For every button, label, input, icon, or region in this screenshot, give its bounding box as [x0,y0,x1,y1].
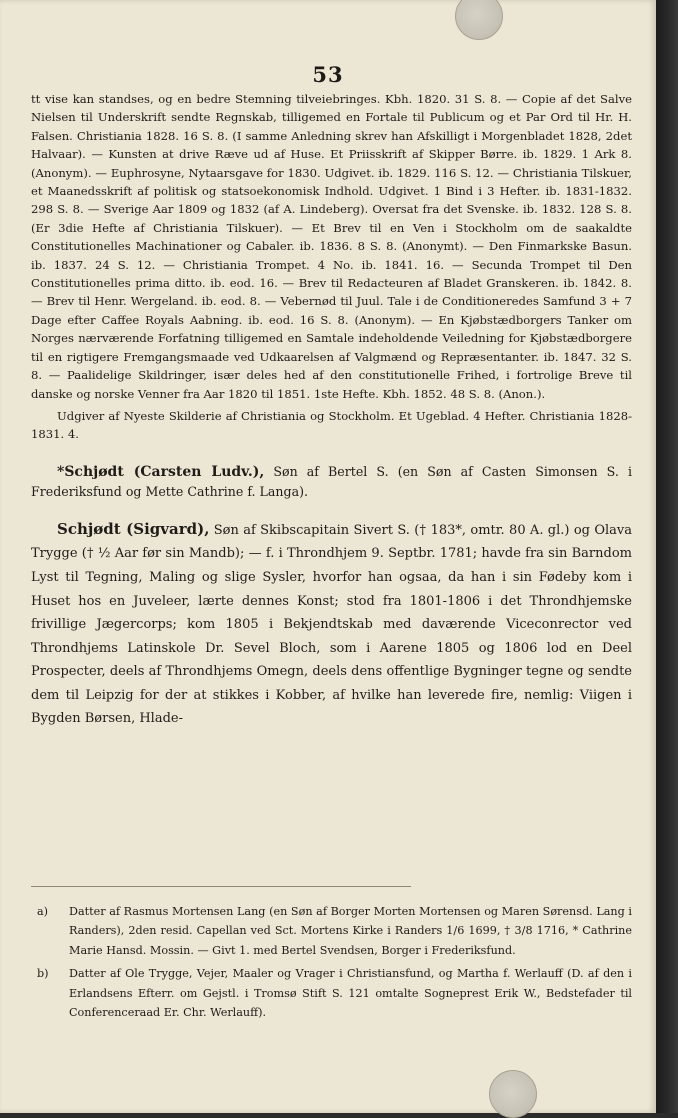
footnote-mark: b) [37,967,49,981]
entry-heading: Schjødt (Sigvard), [57,519,210,538]
footnote [31,902,632,960]
page-number: 53 [312,62,344,87]
footnote-mark: a) [37,905,49,918]
page-content [31,90,632,731]
punch-hole [455,0,503,40]
footnote-text: Datter af Rasmus Mortensen Lang (en Søn af Borger Morten Mortensen og Maren Sørensd. Lang i Randers), 2den resid. Capellan ved Sct. Mortens Kirke i Randers 1/6 1699, † 3/8 1716, * Cathrine Marie Hansd. Mossin. — Givt 1. med Bertel Svendsen, Borger i Frederiksfund. [69,905,632,957]
binding-edge [656,0,678,1113]
entry-text: Søn af Skibscapitain Sivert S. († 183*, omtr. 80 A. gl.) og Olava Trygge († ½ Aar før sin Mandb); — f. i Throndhjem 9. Septbr. 1781; havde fra sin Barndom Lyst til Tegning, Maling og slige Sysler, hvorfor han ogsaa, da han i sin Fødeby kom i Huset hos en Juveleer, lærte dennes Konst; stod fra 1801-1806 i det Throndhjemske frivillige Jægercorps; kom 1805 i Bekjendtskab med daværende Viceconrector ved Throndhjems Latinskole Dr. Sevel Bloch, som i Aarene 1805 og 1806 lod en Deel Prospecter, deels af Throndhjems Omegn, deels dens offentlige Bygninger tegne og sendte dem til Leipzig for der at stikkes i Kobber, af hvilke han leverede fire, nemlig: Viigen i Bygden Børsen, Hlade- [31,522,632,727]
editor-paragraph: Udgiver af Nyeste Skilderie af Christiania og Stockholm. Et Ugeblad. 4 Hefter. Christiania 1828-1831. 4. [31,408,632,442]
entry-sigvard [31,518,632,731]
entry-carsten [31,462,632,502]
bibliography-paragraph: tt vise kan standses, og en bedre Stemning tilveiebringes. Kbh. 1820. 31 S. 8. — Copie af det Salve Nielsen til Underskrift sendte Regnskab, tilligemed en Fortale til Publicum og et Par Ord til Hr. H. Falsen. Christiania 1828. 16 S. 8. (I samme Anledning skrev han Afskilligt i Morgenbladet 1828, 2det Halvaar). — Kunsten at drive Ræve ud af Huse. Et Priisskrift af Skipper Børre. ib. 1829. 1 Ark 8. (Anonym). — Euphrosyne, Nytaarsgave for 1830. Udgivet. ib. 1829. 116 S. 12. — Christiania Tilskuer, et Maanedsskrift af politisk og statsoekonomisk Indhold. Udgivet. 1 Bind i 3 Hefter. ib. 1831-1832. 298 S. 8. — Sverige Aar 1809 og 1832 (af A. Lindeberg). Oversat fra det Svenske. ib. 1832. 128 S. 8. (Er 3die Hefte af Christiania Tilskuer). — Et Brev til en Ven i Stockholm om de saakaldte Constitutionelles Machinationer og Cabaler. ib. 1836. 8 S. 8. (Anonymt). — Den Finmarkske Basun. ib. 1837. 24 S. 12. — Christiania Trompet. 4 No. ib. 1841. 16. — Secunda Trompet til Den Constitutionelles prima ditto. ib. eod. 16. — Brev til Redacteuren af Bladet Granskeren. ib. 1842. 8. — Brev til Henr. Wergeland. ib. eod. 8. — Vebernød til Juul. Tale i de Conditioneredes Samfund 3 + 7 Dage efter Caffee Royals Aabning. ib. eod. 16 S. 8. (Anonym). — En Kjøbstædborgers Tanker om Norges nærværende Forfatning tilligemed en Samtale indeholdende Veiledning for Kjøbstædborgere til en rigtigere Fremgangsmaade ved Udkaarelsen af Valgmænd og Repræsentanter. ib. 1847. 32 S. 8. — Paalidelige Skildringer, især deles hed af den constitutionelle Frihed, i fortrolige Breve til danske og norske Venner fra Aar 1820 til 1851. 1ste Hefte. Kbh. 1852. 48 S. 8. (Anon.). [31,92,632,401]
punch-hole [489,1070,537,1118]
footnote-text: Datter af Ole Trygge, Vejer, Maaler og Vrager i Christiansfund, og Martha f. Werlauff (D. af den i Erlandsens Efterr. om Gejstl. i Tromsø Stift S. 121 omtalte Sogneprest Erik W., Bedstefader til Conferenceraad Er. Chr. Werlauff). [69,967,632,1020]
entry-text: Søn af Bertel S. (en Søn af Casten Simonsen S. i Frederiksfund og Mette Cathrine f. Langa). [31,463,632,499]
entry-heading: *Schjødt (Carsten Ludv.), [57,463,265,480]
footnotes [31,902,632,1026]
footnote [31,964,632,1022]
footnote-rule [31,886,411,887]
